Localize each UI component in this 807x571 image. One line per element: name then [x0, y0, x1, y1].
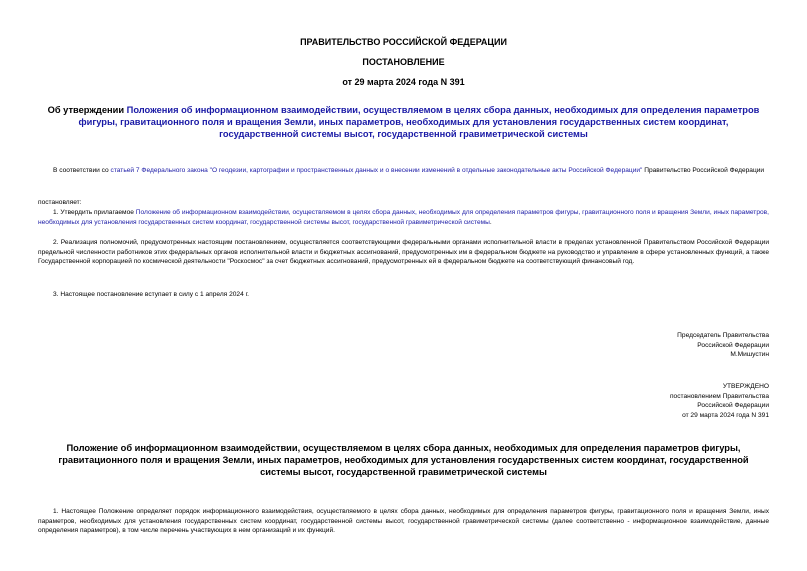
- item-1-paragraph: [38, 208, 769, 227]
- signature-line-1: Председатель Правительства: [677, 332, 769, 339]
- item-1-before: 1. Утвердить прилагаемое: [53, 209, 136, 216]
- doc-type-heading: ПОСТАНОВЛЕНИЕ: [362, 57, 445, 67]
- title-prefix: Об утверждении: [47, 105, 127, 115]
- item-3-paragraph: 3. Настоящее постановление вступает в силу с 1 апреля 2024 г.: [53, 291, 250, 298]
- preamble-law-link[interactable]: статьей 7 Федерального закона "О геодезии, картографии и пространственных данных и о внесении изменений в отдельные законодательные акты Российской Федерации": [110, 167, 643, 174]
- title-link[interactable]: Положения об информационном взаимодействии, осуществляемом в целях сбора данных, необходимых для определения параметров фигуры, гравитационного поля и вращения Земли, иных параметров, необходимых для установления государственных систем координат, государственной системы высот, государственной гравиметрической системы: [78, 105, 760, 139]
- approved-block: [529, 382, 769, 420]
- signature-name: М.Мишустин: [730, 351, 769, 359]
- decrees-text: постановляет:: [38, 199, 82, 206]
- approved-line-1: УТВЕРЖДЕНО: [722, 383, 769, 390]
- approved-line-3: Российской Федерации: [697, 402, 769, 410]
- regulation-title: Положение об информационном взаимодействии, осуществляемом в целях сбора данных, необходимых для определения параметров фигуры, гравитационного поля и вращения Земли, иных параметров, необходимых для установления государственных систем координат, государственной системы высот, государственной гравиметрической системы: [58, 443, 749, 477]
- signature-line-2: Российской Федерации: [697, 341, 769, 349]
- approved-line-4: от 29 марта 2024 года N 391: [682, 411, 769, 419]
- item-1-regulation-link[interactable]: Положение об информационном взаимодействии, осуществляемом в целях сбора данных, необходимых для определения параметров фигуры, гравитационного поля и вращения Земли, иных параметров, необходимых для установления государственных систем координат, государственной системы высот, государственной гравиметрической системы: [38, 209, 769, 226]
- preamble-after: Правительство Российской Федерации: [642, 167, 765, 174]
- government-heading: ПРАВИТЕЛЬСТВО РОССИЙСКОЙ ФЕДЕРАЦИИ: [300, 37, 507, 47]
- document-title: [38, 104, 769, 140]
- preamble-before: В соответствии со: [53, 167, 111, 174]
- approved-line-2: постановлением Правительства: [669, 392, 769, 400]
- signature-block: [529, 331, 769, 360]
- date-number-heading: от 29 марта 2024 года N 391: [342, 77, 465, 87]
- item-2-paragraph: 2. Реализация полномочий, предусмотренных настоящим постановлением, осуществляется соответствующими федеральными органами исполнительной власти в пределах установленной Правительством Российской Федерации предельной численности работников этих федеральных органов исполнительной власти и бюджетных ассигнований, предусмотренных им в федеральном бюджете на руководство и управление в сфере установленных функций, а также Государственной корпорацией по космической деятельности "Роскосмос" за счет бюджетных ассигнований, предусмотренных ей в федеральном бюджете на соответствующий финансовый год.: [38, 239, 769, 266]
- regulation-paragraph-1: 1. Настоящее Положение определяет порядок информационного взаимодействия, осуществляемого в целях сбора данных, необходимых для определения параметров фигуры, гравитационного поля и вращения Земли, иных параметров, необходимых для установления государственных систем координат, государственной системы высот, государственной гравиметрической системы (далее соответственно - информационное взаимодействие, данные определения параметров), в том числе перечень участвующих в нем организаций и их функций.: [38, 508, 769, 535]
- preamble-paragraph: [38, 166, 769, 176]
- item-1-after: .: [489, 218, 492, 226]
